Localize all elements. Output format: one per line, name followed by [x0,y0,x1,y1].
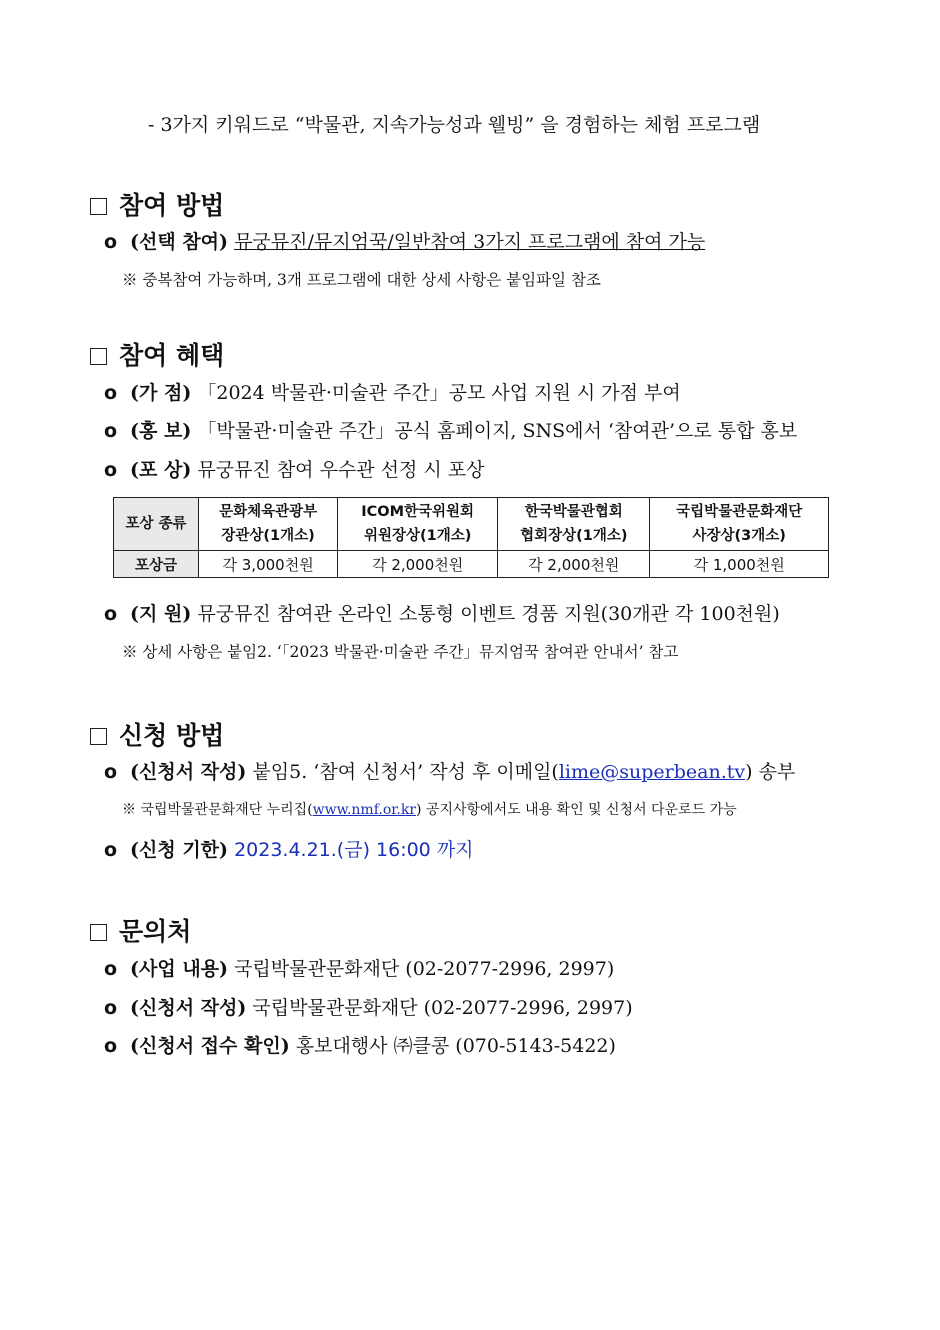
note-text-tail: ) 공지사항에서도 내용 확인 및 신청서 다운로드 가능 [416,802,737,818]
checkbox-square-icon [90,198,107,215]
bullet-icon: o [104,420,118,442]
award-name: 위원장상(1개소) [363,528,472,544]
contact-item [104,954,614,981]
item-label: (신청서 접수 확인) [130,1035,290,1057]
benefit-item [104,378,681,405]
section-heading-participation [90,186,224,222]
application-note [122,799,737,819]
item-label: (가 점) [130,382,192,404]
bullet-icon: o [104,958,118,980]
item-text: 「박물관·미술관 주간」공식 홈페이지, SNS에서 ‘참여관’으로 통합 홍보 [197,420,798,442]
table-row-header: 포상금 [114,551,199,578]
item-text: 뮤궁뮤진/뮤지엄꾹/일반참여 3가지 프로그램에 참여 가능 [234,231,706,253]
item-text: 홍보대행사 ㈜클콩 (070-5143-5422) [295,1035,616,1057]
bullet-icon: o [104,997,118,1019]
benefit-item [104,455,485,482]
item-text: 붙임5. ‘참여 신청서’ 작성 후 이메일( [252,761,559,783]
table-header-cell [650,498,829,551]
item-text-tail: ) 송부 [745,761,796,783]
contact-item [104,993,633,1020]
table-row [114,551,829,578]
bullet-icon: o [104,231,118,253]
award-org: 한국박물관협회 [524,504,623,520]
contact-item [104,1031,616,1058]
section-title: 참여 방법 [119,191,225,220]
benefit-item [104,416,797,443]
checkbox-square-icon [90,728,107,745]
item-label: (지 원) [130,603,192,625]
item-label: (신청서 작성) [130,761,247,783]
note-text: ※ 국립박물관문화재단 누리집( [122,802,313,818]
benefits-note: ※ 상세 사항은 붙임2. ‘「2023 박물관·미술관 주간」뮤지엄꾹 참여관 안내서’ 참고 [122,643,679,661]
item-text: 뮤궁뮤진 참여관 온라인 소통형 이벤트 경품 지원(30개관 각 100천원) [197,603,780,625]
table-header-cell [338,498,498,551]
table-cell: 각 3,000천원 [199,551,338,578]
email-link[interactable]: lime@superbean.tv [558,761,746,783]
item-text: 「2024 박물관·미술관 주간」공모 사업 지원 시 가점 부여 [197,382,681,404]
bullet-icon: o [104,1035,118,1057]
table-row-header: 포상 종류 [114,498,199,551]
item-text: 뮤궁뮤진 참여 우수관 선정 시 포상 [197,459,485,481]
checkbox-square-icon [90,924,107,941]
section-title: 문의처 [119,917,192,946]
bullet-icon: o [104,761,118,783]
bullet-icon: o [104,839,118,861]
section-heading-application [90,716,224,752]
section-title: 신청 방법 [119,721,225,750]
section-title: 참여 혜택 [119,341,225,370]
bullet-icon: o [104,459,118,481]
item-label: (포 상) [130,459,192,481]
table-header-cell [199,498,338,551]
table-header-cell [498,498,650,551]
award-name: 장관상(1개소) [221,528,315,544]
item-label: (사업 내용) [130,958,229,980]
award-org: ICOM한국위원회 [361,504,475,520]
checkbox-square-icon [90,348,107,365]
table-cell: 각 2,000천원 [498,551,650,578]
bullet-icon: o [104,382,118,404]
bullet-icon: o [104,603,118,625]
item-text: 국립박물관문화재단 (02-2077-2996, 2997) [252,997,633,1019]
item-label: (홍 보) [130,420,192,442]
award-name: 협회장상(1개소) [520,528,628,544]
table-cell: 각 2,000천원 [338,551,498,578]
section-heading-contact [90,912,191,948]
website-link[interactable]: www.nmf.or.kr [312,802,417,818]
benefit-item [104,599,780,626]
application-deadline-item [104,835,474,862]
table-row [114,498,829,551]
intro-line: - 3가지 키워드로 “박물관, 지속가능성과 웰빙” 을 경험하는 체험 프로그램 [148,114,761,136]
award-name: 사장상(3개소) [692,528,786,544]
participation-item [104,227,705,254]
item-label: (신청 기한) [130,839,229,861]
section-heading-benefits [90,336,224,372]
prize-table [113,497,829,578]
deadline-text: 2023.4.21.(금) 16:00 까지 [234,839,474,861]
table-cell: 각 1,000천원 [650,551,829,578]
award-org: 문화체육관광부 [219,504,318,520]
application-item [104,757,795,784]
item-text: 국립박물관문화재단 (02-2077-2996, 2997) [234,958,615,980]
participation-note: ※ 중복참여 가능하며, 3개 프로그램에 대한 상세 사항은 붙임파일 참조 [122,271,601,289]
item-label: (신청서 작성) [130,997,247,1019]
item-label: (선택 참여) [130,231,229,253]
award-org: 국립박물관문화재단 [676,504,803,520]
